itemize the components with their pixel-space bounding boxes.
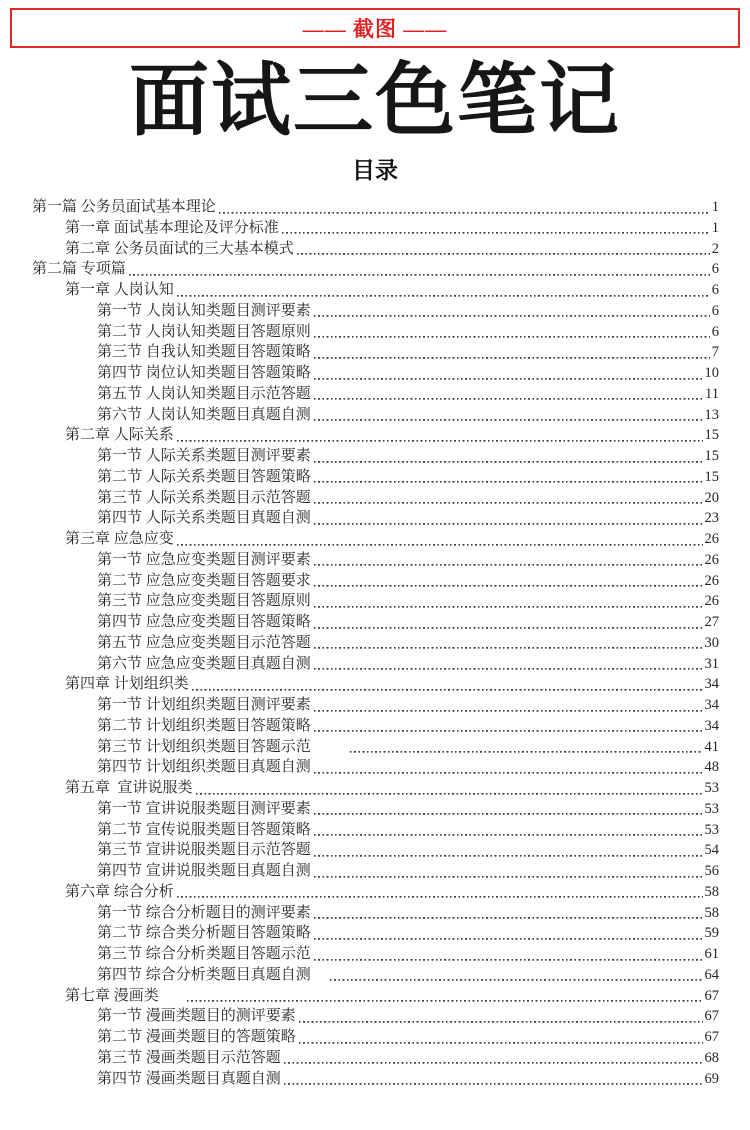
toc-dot-leader: [314, 301, 710, 322]
toc-entry-label: 第四节 宣讲说服类题目真题自测: [97, 863, 311, 879]
toc-dot-leader: [314, 508, 703, 529]
toc-dot-leader: [314, 840, 703, 861]
toc-entry: [32, 488, 719, 509]
toc-entry-label: 第七章 漫画类: [65, 987, 159, 1004]
toc-dot-leader: [314, 342, 710, 363]
toc-entry: [32, 1006, 719, 1027]
toc-entry: [32, 363, 719, 384]
toc-entry-page: 34: [704, 697, 719, 713]
toc-entry-label: 第三节 漫画类题目示范答题: [97, 1049, 281, 1066]
toc-entry-page: 58: [704, 904, 719, 921]
toc-entry: [32, 716, 719, 737]
toc-entry-label: 第六节 人岗认知类题目真题自测: [97, 406, 311, 423]
toc-dot-leader: [314, 633, 703, 654]
toc-dot-leader: [314, 405, 703, 426]
toc-entry: [32, 882, 719, 903]
toc-entry: [32, 405, 719, 426]
toc-entry-page: 6: [711, 282, 719, 298]
toc-entry-page: 26: [704, 572, 719, 589]
toc-entry-label: 第四节 综合分析类题目真题自测: [97, 966, 311, 983]
toc-entry-page: 48: [704, 759, 719, 776]
toc-entry-page: 2: [711, 240, 719, 257]
toc-dot-leader: [314, 695, 703, 716]
toc-entry: [32, 840, 719, 861]
toc-entry-page: 53: [704, 780, 719, 796]
toc-entry-label: 第二节 应急应变类题目答题要求: [97, 572, 311, 589]
toc-entry: [32, 508, 719, 529]
toc-entry-label: 第二节 漫画类题目的答题策略: [97, 1029, 296, 1045]
toc-dot-leader: [314, 488, 703, 509]
toc-entry: [32, 861, 719, 882]
toc-dot-leader: [297, 239, 710, 260]
toc-entry: [32, 695, 719, 716]
toc-dot-leader: [187, 986, 703, 1007]
toc-entry-page: 1: [711, 199, 719, 215]
toc-entry: [32, 218, 719, 239]
toc-entry-page: 68: [704, 1049, 719, 1066]
toc-entry-label: 第一节 人际关系类题目测评要素: [97, 448, 311, 464]
toc-entry-label: 第六章 综合分析: [65, 883, 174, 900]
toc-entry-label: 第一节 计划组织类题目测评要素: [97, 697, 311, 713]
toc-entry-page: 6: [711, 302, 719, 319]
toc-dot-leader: [314, 820, 703, 841]
toc-entry-page: 53: [704, 821, 719, 838]
toc-entry-page: 56: [704, 863, 719, 879]
toc-dot-leader: [219, 197, 710, 218]
toc-entry: [32, 903, 719, 924]
toc-entry: [32, 550, 719, 571]
toc-dot-leader: [177, 882, 703, 903]
toc-entry-page: 34: [704, 717, 719, 734]
toc-heading: 目录: [352, 158, 398, 183]
toc-entry-label: 第三节 宣讲说服类题目示范答题: [97, 842, 311, 859]
toc-entry: [32, 757, 719, 778]
toc-entry-page: 13: [704, 406, 719, 423]
toc-entry: [32, 529, 719, 550]
screenshot-banner: [10, 8, 740, 48]
toc-dot-leader: [196, 778, 703, 799]
toc-entry-label: 第三节 自我认知类题目答题策略: [97, 344, 311, 361]
toc-entry: [32, 1048, 719, 1069]
toc-dot-leader: [282, 218, 710, 239]
toc-entry-label: 第一节 综合分析题目的测评要素: [97, 904, 311, 921]
toc-entry-label: 第三节 人际关系类题目示范答题: [97, 489, 311, 506]
document-page: [0, 8, 750, 1089]
toc-entry-label: 第二节 计划组织类题目答题策略: [97, 717, 311, 734]
toc-entry: [32, 301, 719, 322]
toc-entry-page: 67: [704, 1029, 719, 1045]
toc-entry: [32, 259, 719, 280]
toc-entry-page: 67: [704, 987, 719, 1004]
toc-entry: [32, 342, 719, 363]
toc-entry: [32, 384, 719, 405]
toc-entry: [32, 986, 719, 1007]
toc-entry: [32, 820, 719, 841]
toc-entry-page: 30: [704, 634, 719, 651]
toc-dot-leader: [314, 467, 703, 488]
toc-entry-label: 第一节 应急应变类题目测评要素: [97, 551, 311, 568]
toc-entry-label: 第二节 综合类分析题目答题策略: [97, 925, 311, 942]
toc-entry-label: 第六节 应急应变类题目真题自测: [97, 655, 311, 672]
toc-dot-leader: [314, 861, 703, 882]
toc-dot-leader: [314, 571, 703, 592]
toc-dot-leader: [314, 591, 703, 612]
toc-entry: [32, 1027, 719, 1048]
toc-entry-page: 15: [704, 448, 719, 464]
toc-dot-leader: [284, 1048, 703, 1069]
toc-entry-page: 27: [704, 614, 719, 630]
toc-entry-label: 第五节 应急应变类题目示范答题: [97, 634, 311, 651]
toc-entry-label: 第三节 应急应变类题目答题原则: [97, 593, 311, 610]
toc-entry-label: 第四节 计划组织类题目真题自测: [97, 759, 311, 776]
toc-entry-label: 第五章 宣讲说服类: [65, 780, 193, 796]
toc-entry-page: 11: [705, 385, 719, 402]
toc-entry-page: 7: [711, 344, 719, 361]
toc-entry-label: 第二章 公务员面试的三大基本模式: [65, 240, 294, 257]
toc-dot-leader: [314, 322, 710, 343]
toc-entry-page: 58: [704, 883, 719, 900]
toc-dot-leader: [314, 654, 703, 675]
toc-dot-leader: [299, 1027, 703, 1048]
toc-dot-leader: [314, 944, 703, 965]
toc-entry: [32, 425, 719, 446]
toc-entry-page: 26: [704, 593, 719, 610]
toc-dot-leader: [330, 965, 703, 986]
toc-entry-label: 第四节 应急应变类题目答题策略: [97, 614, 311, 630]
toc-entry: [32, 280, 719, 301]
toc-entry-page: 53: [704, 800, 719, 817]
toc-entry-page: 15: [704, 468, 719, 485]
toc-entry-page: 23: [704, 510, 719, 527]
toc-entry-label: 第二节 宣传说服类题目答题策略: [97, 821, 311, 838]
toc-entry-label: 第四节 漫画类题目真题自测: [97, 1070, 281, 1087]
toc-entry: [32, 239, 719, 260]
toc-entry-page: 6: [711, 323, 719, 340]
toc-dot-leader: [192, 674, 703, 695]
toc-dot-leader: [299, 1006, 703, 1027]
toc-dot-leader: [129, 259, 710, 280]
toc-entry-page: 69: [704, 1070, 719, 1087]
toc-entry-label: 第一篇 公务员面试基本理论: [32, 199, 216, 215]
toc-entry-label: 第二节 人际关系类题目答题策略: [97, 468, 311, 485]
toc-entry: [32, 965, 719, 986]
toc-entry-label: 第二篇 专项篇: [32, 261, 126, 278]
toc-list: [0, 197, 750, 1089]
toc-entry: [32, 1069, 719, 1090]
toc-entry-label: 第一节 宣讲说服类题目测评要素: [97, 800, 311, 817]
toc-dot-leader: [284, 1069, 703, 1090]
toc-entry-page: 15: [704, 427, 719, 444]
toc-dot-leader: [177, 529, 703, 550]
toc-entry: [32, 778, 719, 799]
toc-entry-page: 41: [704, 738, 719, 755]
toc-entry-page: 10: [704, 365, 719, 381]
toc-entry: [32, 654, 719, 675]
toc-entry: [32, 446, 719, 467]
toc-entry: [32, 571, 719, 592]
toc-entry-label: 第三章 应急应变: [65, 531, 174, 547]
toc-entry-page: 31: [704, 655, 719, 672]
toc-entry-page: 67: [704, 1008, 719, 1025]
toc-entry-label: 第一章 人岗认知: [65, 282, 174, 298]
toc-entry: [32, 674, 719, 695]
toc-entry: [32, 322, 719, 343]
toc-entry-page: 6: [711, 261, 719, 278]
toc-dot-leader: [314, 612, 703, 633]
toc-entry-label: 第五节 人岗认知类题目示范答题: [97, 385, 311, 402]
toc-entry: [32, 799, 719, 820]
toc-entry-page: 54: [704, 842, 719, 859]
toc-entry-page: 34: [704, 676, 719, 693]
document-title: 面试三色笔记: [129, 58, 621, 146]
toc-dot-leader: [314, 757, 703, 778]
toc-entry-label: 第一节 人岗认知类题目测评要素: [97, 302, 311, 319]
toc-entry: [32, 923, 719, 944]
toc-entry-page: 1: [711, 219, 719, 236]
toc-dot-leader: [350, 737, 703, 758]
toc-dot-leader: [177, 280, 710, 301]
toc-entry-label: 第四章 计划组织类: [65, 676, 189, 693]
toc-entry-page: 26: [704, 551, 719, 568]
toc-entry-label: 第一章 面试基本理论及评分标准: [65, 219, 279, 236]
toc-entry: [32, 944, 719, 965]
toc-dot-leader: [314, 384, 703, 405]
toc-entry: [32, 737, 719, 758]
toc-dot-leader: [177, 425, 703, 446]
toc-entry-page: 59: [704, 925, 719, 942]
toc-entry: [32, 467, 719, 488]
toc-dot-leader: [314, 799, 703, 820]
toc-entry-label: 第一节 漫画类题目的测评要素: [97, 1008, 296, 1025]
toc-entry: [32, 612, 719, 633]
toc-entry-page: 26: [704, 531, 719, 547]
toc-entry-label: 第四节 岗位认知类题目答题策略: [97, 365, 311, 381]
toc-entry: [32, 591, 719, 612]
toc-entry: [32, 197, 719, 218]
toc-dot-leader: [314, 550, 703, 571]
toc-dot-leader: [314, 923, 703, 944]
toc-entry-page: 20: [704, 489, 719, 506]
toc-entry-page: 61: [704, 946, 719, 962]
toc-entry-label: 第三节 计划组织类题目答题示范: [97, 738, 311, 755]
toc-dot-leader: [314, 363, 703, 384]
toc-entry-label: 第四节 人际关系类题目真题自测: [97, 510, 311, 527]
toc-entry-label: 第二节 人岗认知类题目答题原则: [97, 323, 311, 340]
toc-dot-leader: [314, 716, 703, 737]
toc-entry-label: 第三节 综合分析类题目答题示范: [97, 946, 311, 962]
toc-entry-page: 64: [704, 966, 719, 983]
toc-entry: [32, 633, 719, 654]
toc-dot-leader: [314, 903, 703, 924]
toc-entry-label: 第二章 人际关系: [65, 427, 174, 444]
screenshot-banner-label: —— 截图 ——: [302, 17, 448, 41]
toc-dot-leader: [314, 446, 703, 467]
